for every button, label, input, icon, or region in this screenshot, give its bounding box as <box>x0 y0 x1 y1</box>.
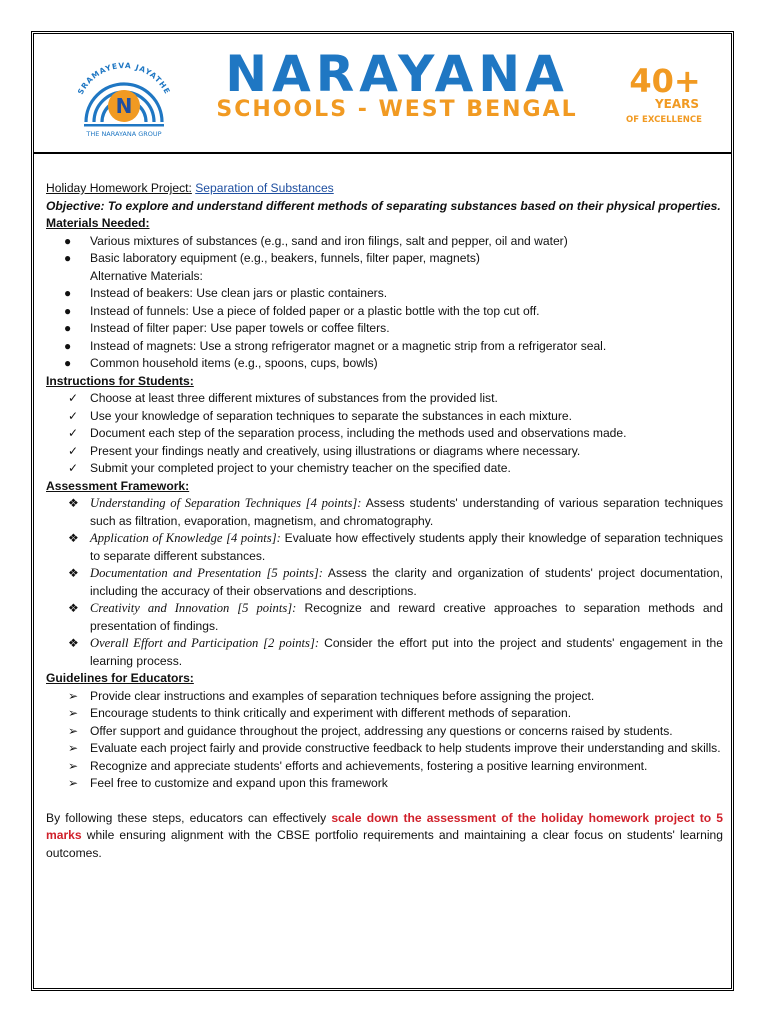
bullet-icon: ● <box>64 233 72 248</box>
svg-text:YEARS: YEARS <box>654 97 700 111</box>
diamond-bullet-icon: ❖ <box>68 496 79 510</box>
alt-materials-list <box>46 285 723 373</box>
bullet-icon: ● <box>64 321 72 335</box>
svg-text:THE NARAYANA GROUP: THE NARAYANA GROUP <box>86 130 162 138</box>
checkmark-icon: ✓ <box>68 408 79 423</box>
list-item: ➢ Feel free to customize and expand upon this framework <box>46 775 723 793</box>
list-item: ● Basic laboratory equipment (e.g., beakers, funnels, filter paper, magnets) <box>46 250 723 268</box>
svg-text:N: N <box>115 94 133 118</box>
checkmark-icon: ✓ <box>68 461 79 475</box>
list-item: ● Instead of funnels: Use a piece of folded paper or a plastic bottle with the top cut off. <box>46 303 723 321</box>
svg-text:SRAMAYEVA JAYATHE: SRAMAYEVA JAYATHE <box>75 60 173 96</box>
brand-subtitle: SCHOOLS - WEST BENGAL <box>216 97 578 122</box>
bullet-icon: ● <box>64 356 72 370</box>
list-item: ● Instead of beakers: Use clean jars or plastic containers. <box>46 285 723 303</box>
letterhead <box>34 34 731 154</box>
list-item: ● Various mixtures of substances (e.g., sand and iron filings, salt and pepper, oil and water) <box>46 233 723 251</box>
assessment-heading: Assessment Framework: <box>46 478 190 493</box>
bullet-icon: ● <box>64 338 72 353</box>
list-item: ➢ Evaluate each project fairly and provide constructive feedback to help students improve their understanding and skills. <box>46 740 723 758</box>
bullet-icon: ● <box>64 286 72 300</box>
bullet-icon: ● <box>64 251 72 265</box>
page-frame <box>31 31 734 991</box>
narayana-emblem-logo <box>64 52 184 140</box>
list-item: ➢ Offer support and guidance throughout the project, addressing any questions or concerns raised by students. <box>46 723 723 741</box>
arrow-bullet-icon: ➢ <box>68 776 79 790</box>
list-item: ➢ Provide clear instructions and examples of separation techniques before assigning the project. <box>46 688 723 706</box>
list-item: ➢ Encourage students to think critically and experiment with different methods of separation. <box>46 705 723 723</box>
list-item: ❖ Overall Effort and Participation [2 points]: Consider the effort put into the project and students' engagement in the learning process. <box>68 636 723 668</box>
checkmark-icon: ✓ <box>68 391 79 405</box>
list-item: ❖ Documentation and Presentation [5 points]: Assess the clarity and organization of students' project documentation, including the accuracy of their observations and descriptions. <box>68 566 724 598</box>
project-label: Holiday Homework Project: <box>46 181 192 195</box>
list-item: ✓ Present your findings neatly and creatively, using illustrations or diagrams where necessary. <box>46 443 723 461</box>
bullet-icon: ● <box>64 303 72 318</box>
arrow-bullet-icon: ➢ <box>68 741 79 755</box>
checkmark-icon: ✓ <box>68 426 79 440</box>
project-title <box>46 180 723 198</box>
arrow-bullet-icon: ➢ <box>68 723 79 738</box>
list-item: ✓ Choose at least three different mixtures of substances from the provided list. <box>46 390 723 408</box>
checkmark-icon: ✓ <box>68 443 79 458</box>
guidelines-heading: Guidelines for Educators: <box>46 671 194 685</box>
guidelines-list <box>46 688 723 793</box>
instructions-list <box>46 390 723 478</box>
closing-paragraph: By following these steps, educators can effectively scale down the assessment of the holiday homework project to 5 marks while ensuring alignment with the CBSE portfolio requirements and maintaining a clear focus on students' learning outcomes. <box>46 810 723 860</box>
materials-list <box>46 233 723 268</box>
list-item: ❖ Application of Knowledge [4 points]: Evaluate how effectively students apply their knowledge of separation techniques to separate different substances. <box>68 531 723 563</box>
list-item: ❖ Understanding of Separation Techniques [4 points]: Assess students' understanding of various separation techniques such as filtration, evaporation, magnetism, and chromatography. <box>68 496 723 528</box>
list-item: ● Instead of magnets: Use a strong refrigerator magnet or a magnetic strip from a refrigerator seal. <box>46 338 723 356</box>
brand-name: NARAYANA <box>225 45 569 103</box>
svg-text:40+: 40+ <box>629 62 701 100</box>
diamond-bullet-icon: ❖ <box>68 566 79 580</box>
list-item: ❖ Creativity and Innovation [5 points]: Recognize and reward creative approaches to separation methods and presentation of findings. <box>68 601 723 633</box>
arrow-bullet-icon: ➢ <box>68 688 79 703</box>
list-item: ➢ Recognize and appreciate students' efforts and achievements, fostering a positive learning environment. <box>46 758 723 776</box>
list-item: ✓ Use your knowledge of separation techniques to separate the substances in each mixture. <box>46 408 723 426</box>
svg-text:OF EXCELLENCE: OF EXCELLENCE <box>626 115 702 125</box>
assessment-list <box>46 495 723 670</box>
materials-heading: Materials Needed: <box>46 216 150 230</box>
project-topic-link[interactable]: Separation of Substances <box>195 181 334 195</box>
arrow-bullet-icon: ➢ <box>68 758 79 773</box>
document-body <box>46 180 723 862</box>
list-item: ● Instead of filter paper: Use paper towels or coffee filters. <box>46 320 723 338</box>
excellence-badge <box>619 52 709 132</box>
alt-materials-heading: Alternative Materials: <box>90 268 203 283</box>
instructions-heading: Instructions for Students: <box>46 373 194 388</box>
arrow-bullet-icon: ➢ <box>68 706 79 720</box>
list-item: ✓ Document each step of the separation process, including the methods used and observations made. <box>46 425 723 443</box>
project-objective: Objective: To explore and understand different methods of separating substances based on their physical properties. <box>46 198 721 213</box>
list-item: ✓ Submit your completed project to your chemistry teacher on the specified date. <box>46 460 723 478</box>
diamond-bullet-icon: ❖ <box>68 636 79 650</box>
diamond-bullet-icon: ❖ <box>68 601 79 615</box>
list-item: ● Common household items (e.g., spoons, cups, bowls) <box>46 355 723 373</box>
highlight-text: scale down the assessment of the holiday homework project to 5 marks <box>46 810 723 842</box>
diamond-bullet-icon: ❖ <box>68 531 79 545</box>
